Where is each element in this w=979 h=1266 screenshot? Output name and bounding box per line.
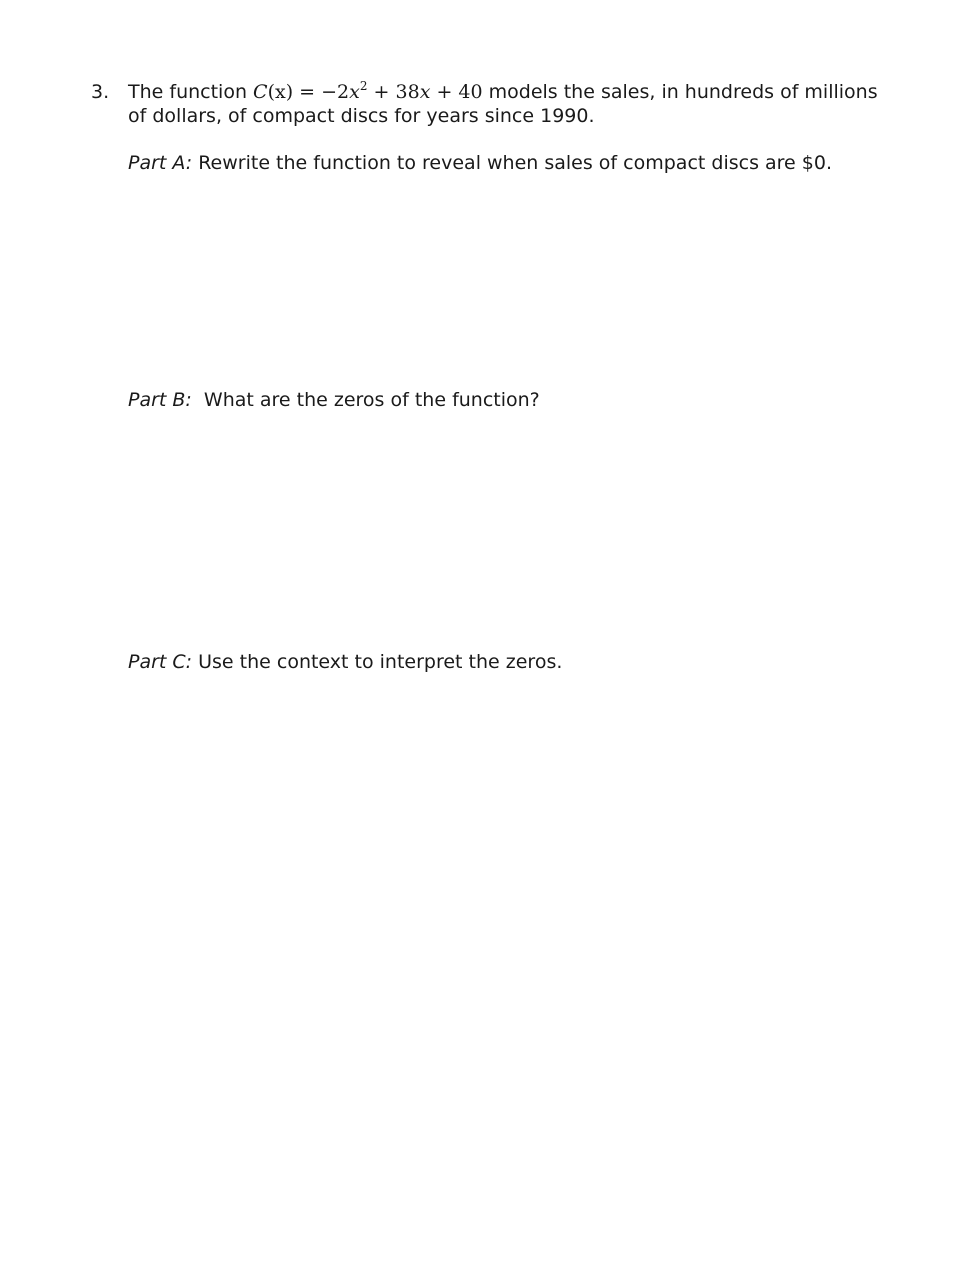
part-a-answer-space[interactable]: [128, 180, 908, 380]
function-equation: [253, 78, 483, 103]
part-b-label: Part B:: [128, 389, 192, 411]
quadratic-variable: x: [349, 81, 360, 103]
part-a-text: Rewrite the function to reveal when sales of compact discs are $0.: [192, 152, 832, 174]
part-c-label: Part C:: [128, 651, 193, 673]
linear-coefficient: + 38: [367, 81, 420, 103]
equals-sign: =: [293, 81, 322, 103]
linear-variable: x: [419, 81, 431, 103]
part-c-prompt: [128, 650, 908, 674]
function-name: C: [253, 81, 268, 103]
part-c-answer-space[interactable]: [128, 680, 908, 1220]
question-stem: [128, 80, 888, 128]
stem-description: models the sales, in hundreds of millions of dollars, of compact discs for years since 1990.: [128, 81, 878, 127]
part-a-label: Part A:: [128, 152, 193, 174]
stem-intro: The function: [128, 81, 254, 103]
function-argument: (x): [267, 81, 294, 103]
part-b-text: What are the zeros of the function?: [191, 389, 540, 411]
part-c-text: Use the context to interpret the zeros.: [192, 651, 563, 673]
part-b-prompt: [128, 388, 908, 412]
question-number: 3.: [91, 81, 110, 103]
part-b-answer-space[interactable]: [128, 418, 908, 638]
quadratic-coefficient: −2: [321, 81, 350, 103]
quadratic-exponent: 2: [359, 78, 368, 93]
part-a-prompt: [128, 151, 908, 175]
constant-term: + 40: [430, 81, 483, 103]
